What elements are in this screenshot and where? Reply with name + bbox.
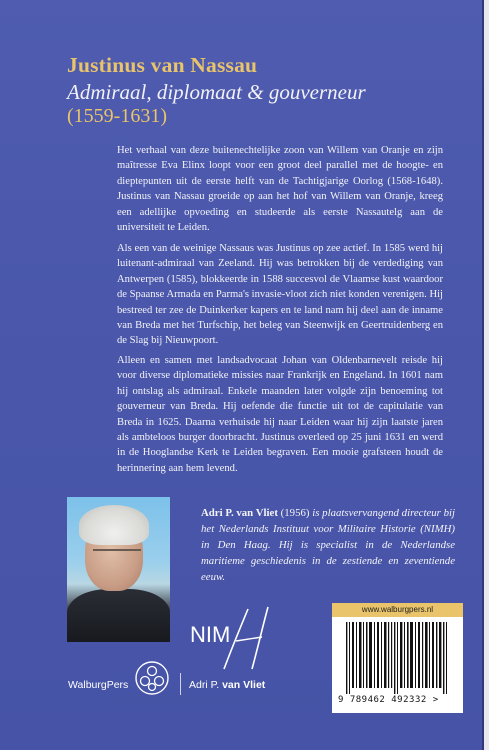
nimh-logo-icon — [218, 603, 276, 673]
footer-author — [189, 679, 265, 691]
author-bio-name: Adri P. van Vliet — [201, 507, 278, 519]
blurb-paragraph-3: Alleen en samen met landsadvocaat Johan van Oldenbarnevelt reisde hij voor diverse diplomatieke missies naar Frankrijk en Engeland. In 1601 nam hij ontslag als admiraal. Enkele maanden later volgde zijn benoeming tot gouverneur van Breda. Hij oefende die functie uit tot de capitulatie van Breda in 1625. Daarna verhuisde hij naar Leiden waar hij zijn laatste jaren als ambteloos burger doorbracht. Justinus overleed op 25 juni 1631 en werd in de Hooglandse Kerk te Leiden begraven. Een mooie grafsteen houdt de herinnering aan hem levend. — [117, 355, 443, 474]
blurb-paragraph-2: Als een van de weinige Nassaus was Justinus op zee actief. In 1585 werd hij luitenant-admiraal van Zeeland. Hij was betrokken bij de verdediging van Antwerpen (1585), blokkeerde in 1588 succesvol de Vlaamse kust waardoor de Spaanse Armada en Parma's invasie-vloot zich niet konden verenigen. Hij bestreed ter zee de Duinkerker kapers en te land nam hij deel aan de inname van Breda met het Turfschip, het beleg van Steenwijk en Geertruidenberg en de Slag bij Nieuwpoort. — [117, 243, 443, 347]
footer-author-first: Adri P. — [189, 679, 220, 691]
book-title: Justinus van Nassau — [67, 53, 258, 77]
book-years: (1559-1631) — [67, 105, 167, 127]
footer-author-last: van Vliet — [222, 679, 266, 691]
author-photo-glasses — [93, 549, 141, 563]
isbn-number: 9 789462 492332 > — [338, 695, 439, 705]
publisher-name: WalburgPers — [68, 679, 129, 691]
page-edge — [484, 0, 489, 750]
footer-divider — [180, 673, 181, 695]
nimh-logo-text: NIM — [190, 622, 231, 647]
author-bio-description: is plaatsvervangend directeur bij het Nederlands Instituut voor Militaire Historie (NIMH) in Den Haag. Hij is specialist in de Nederlandse maritieme geschiedenis in de zestiende en zeventiende eeuw. — [201, 507, 455, 583]
isbn-barcode-icon — [346, 622, 450, 694]
author-bio — [201, 505, 455, 585]
book-subtitle: Admiraal, diplomaat & gouverneur — [67, 80, 366, 104]
blurb-paragraph-1: Het verhaal van deze buitenechtelijke zoon van Willem van Oranje en zijn maîtresse Eva Elinx loopt voor een groot deel parallel met de hoogte- en dieptepunten uit de eerste helft van de Tachtigjarige Oorlog (1568-1648). Justinus van Nassau groeide op aan het hof van Willem van Oranje, kreeg een adellijke opvoeding en studeerde als eerste Nassautelg aan de universiteit te Leiden. — [117, 145, 443, 234]
author-bio-year: (1956) — [277, 507, 313, 519]
publisher-url: www.walburgpers.nl — [332, 603, 463, 617]
author-photo-coat — [67, 589, 170, 642]
author-photo-hair — [79, 505, 149, 545]
author-photo — [67, 497, 170, 642]
walburgpers-logo-icon — [134, 659, 170, 697]
